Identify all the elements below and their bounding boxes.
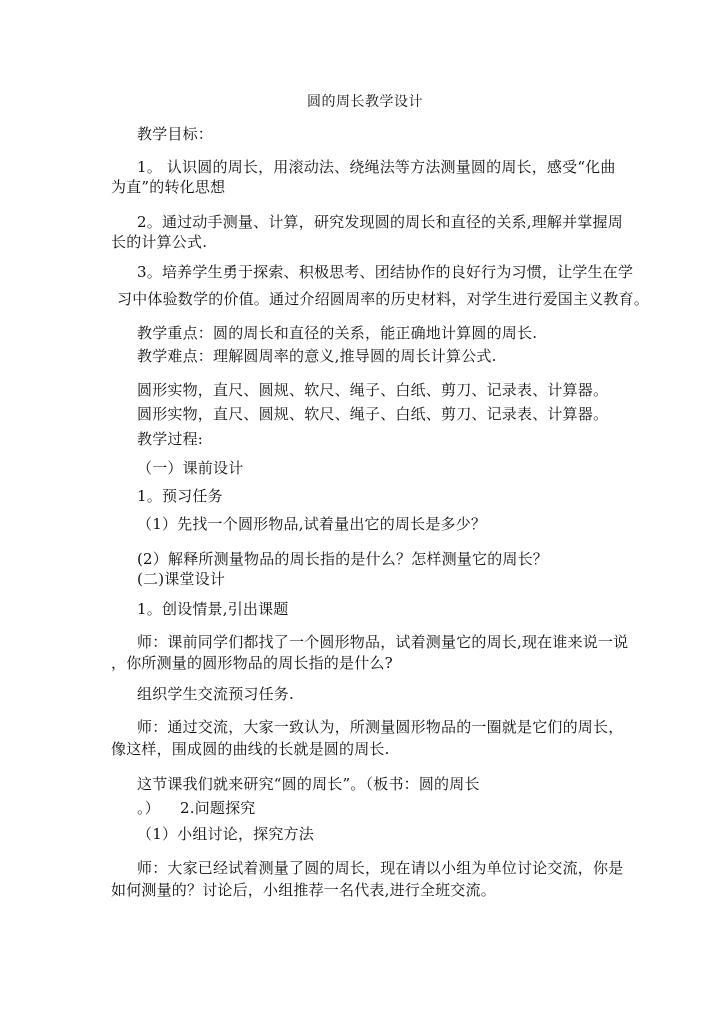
teacher-speech-3-line-2: 如何测量的？讨论后，小组推荐一名代表,进行全班交流。: [111, 881, 496, 899]
objective-1-line-2: 为直”的转化思想: [111, 178, 226, 196]
preview-task-1: （1）先找一个圆形物品,试着量出它的周长是多少？: [137, 515, 487, 533]
organize-exchange: 组织学生交流预习任务.: [137, 685, 294, 703]
document-title: 圆的周长教学设计: [307, 94, 423, 110]
teacher-speech-1-line-1: 师：课前同学们都找了一个圆形物品，试着测量它的周长,现在谁来说一说: [137, 633, 629, 651]
in-class-heading: (二)课堂设计: [137, 570, 226, 588]
teacher-speech-2-line-1: 师：通过交流，大家一致认为，所测量圆形物品的一圈就是它们的周长，: [137, 718, 624, 736]
group-discussion-heading: （1）小组讨论，探究方法: [137, 825, 314, 843]
teacher-speech-3-line-1: 师：大家已经试着测量了圆的周长，现在请以小组为单位讨论交流，你是: [137, 859, 624, 877]
topic-line-1: 这节课我们就来研究“圆的周长”。（板书：圆的周长: [137, 775, 480, 793]
difficult-point: 教学难点：理解圆周率的意义,推导圆的周长计算公式.: [137, 347, 497, 365]
teacher-speech-1-line-2: ，你所测量的圆形物品的周长指的是什么?: [111, 654, 393, 672]
materials-line-1: 圆形实物，直尺、圆规、软尺、绳子、白纸、剪刀、记录表、计算器。: [137, 381, 609, 399]
objectives-heading: 教学目标：: [137, 125, 214, 143]
topic-line-2-close: 。）: [137, 799, 160, 817]
key-point: 教学重点：圆的周长和直径的关系，能正确地计算圆的周长.: [137, 324, 538, 342]
preview-task-2: (2）解释所测量物品的周长指的是什么？怎样测量它的周长？: [137, 550, 548, 568]
step-2-heading: 2.问题探究: [180, 799, 256, 817]
process-heading: 教学过程:: [137, 430, 204, 448]
step-1-heading: 1。创设情景,引出课题: [137, 600, 289, 618]
objective-1-line-1: 1。 认识圆的周长，用滚动法、绕绳法等方法测量圆的周长，感受“化曲: [137, 158, 616, 176]
preview-task-heading: 1。预习任务: [137, 487, 223, 505]
objective-3-line-1: 3。培养学生勇于探索、积极思考、团结协作的良好行为习惯，让学生在学: [137, 263, 634, 281]
materials-line-2: 圆形实物，直尺、圆规、软尺、绳子、白纸、剪刀、记录表、计算器。: [137, 405, 609, 423]
objective-2-line-2: 长的计算公式.: [111, 233, 208, 251]
teacher-speech-2-line-2: 像这样，围成圆的曲线的长就是圆的周长.: [111, 740, 390, 758]
objective-3-line-2: 习中体验数学的价值。通过介绍圆周率的历史材料，对学生进行爱国主义教育。: [117, 290, 650, 308]
pre-class-heading: （一）课前设计: [137, 459, 244, 477]
objective-2-line-1: 2。通过动手测量、计算，研究发现圆的周长和直径的关系,理解并掌握周: [137, 213, 623, 231]
